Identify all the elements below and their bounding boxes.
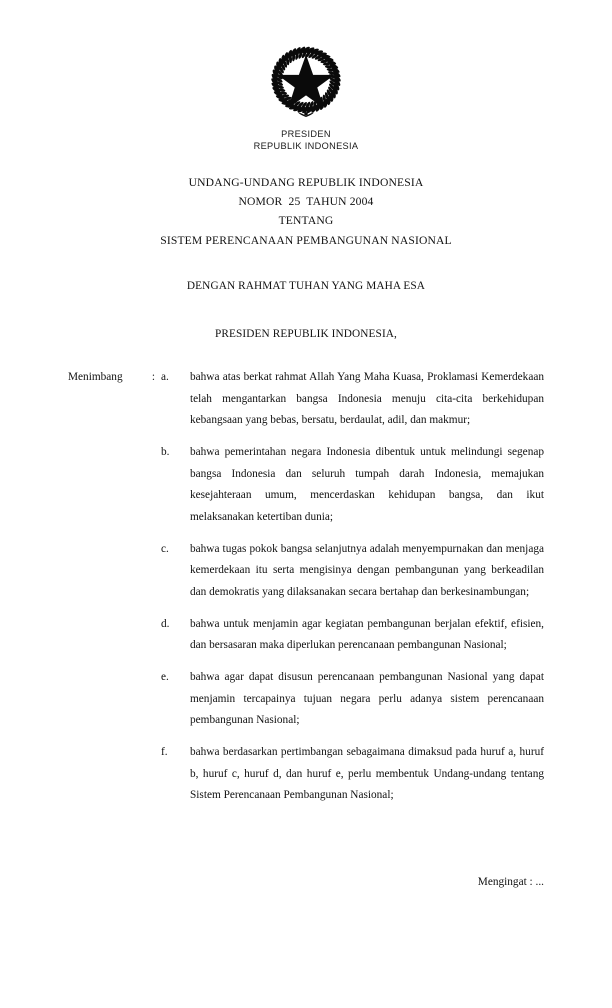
continuation-note: Mengingat : ... <box>477 876 544 888</box>
letterhead <box>0 34 612 152</box>
preamble-issuer: PRESIDEN REPUBLIK INDONESIA, <box>215 328 397 340</box>
considering-marker: e. <box>161 671 169 683</box>
title-line-number-year: NOMOR 25 TAHUN 2004 <box>238 195 374 209</box>
presidential-seal-star-wreath-icon <box>258 34 354 124</box>
considering-text: bahwa berdasarkan pertimbangan sebagaimana dimaksud pada huruf a, huruf b, huruf c, huruf d, dan huruf e, perlu membentuk Undang-undang tentang Sistem Perencanaan Pembangunan Nasional; <box>190 746 553 801</box>
preamble <box>0 277 612 343</box>
emblem-caption <box>0 129 612 152</box>
considering-marker: d. <box>161 617 170 630</box>
considering-marker: a. <box>161 371 169 383</box>
considering-item <box>68 742 553 807</box>
title-line-law-name: UNDANG-UNDANG REPUBLIK INDONESIA <box>188 176 424 189</box>
considering-item <box>68 667 547 732</box>
title-line-about: TENTANG <box>278 214 334 228</box>
emblem-caption-line2: REPUBLIK INDONESIA <box>253 140 359 151</box>
document-title <box>0 173 612 250</box>
considering-text: bahwa tugas pokok bangsa selanjutnya adalah menyempurnakan dan menjaga kemerdekaan itu serta mengisinya dengan pembangunan yang berkeadilan dan demokratis yang dilaksanakan secara bertahap dan berkesinambungan; <box>190 542 547 598</box>
considering-section <box>68 367 553 807</box>
title-line-subject: SISTEM PERENCANAAN PEMBANGUNAN NASIONAL <box>160 233 452 247</box>
considering-text: bahwa atas berkat rahmat Allah Yang Maha Kuasa, Proklamasi Kemerdekaan telah mengantarkan bangsa Indonesia menuju cita-cita berkehidupan kebangsaan yang bebas, bersatu, berdaulat, adil, dan makmur; <box>190 371 547 426</box>
considering-item <box>68 614 547 657</box>
considering-colon: : <box>151 371 156 383</box>
considering-marker: b. <box>161 446 170 458</box>
considering-text: bahwa untuk menjamin agar kegiatan pembangunan berjalan efektif, efisien, dan bersasaran maka diperlukan perencanaan pembangunan Nasional; <box>190 617 547 651</box>
emblem-caption-line1: PRESIDEN <box>281 129 331 139</box>
considering-marker: f. <box>161 746 168 758</box>
considering-text: bahwa agar dapat disusun perencanaan pembangunan Nasional yang dapat menjamin tercapainya tujuan negara perlu adanya sistem perencanaan pembangunan Nasional; <box>190 671 547 726</box>
considering-item <box>68 367 547 432</box>
preamble-blessing: DENGAN RAHMAT TUHAN YANG MAHA ESA <box>186 280 426 292</box>
considering-text: bahwa pemerintahan negara Indonesia dibentuk untuk melindungi segenap bangsa Indonesia dan seluruh tumpah darah Indonesia, memajukan kesejahteraan umum, mencerdaskan kehidupan bangsa, dan ikut melaksanakan ketertiban dunia; <box>190 446 547 523</box>
considering-item <box>68 442 547 528</box>
considering-label: Menimbang <box>68 371 123 383</box>
considering-marker: c. <box>161 542 169 555</box>
considering-item <box>68 539 547 604</box>
